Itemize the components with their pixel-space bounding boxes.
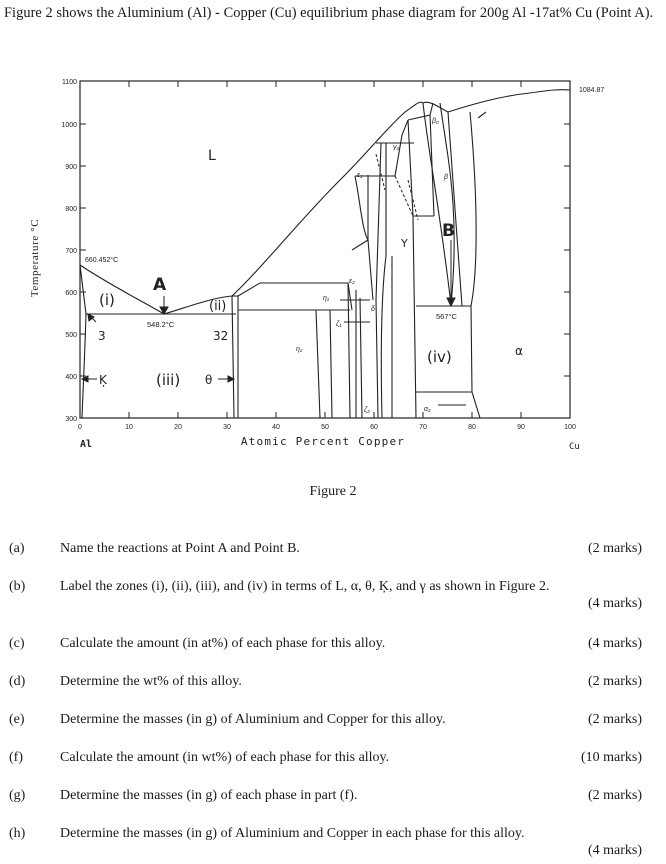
label-b-temperature: 567°C <box>436 312 457 321</box>
question-text: Determine the wt% of this alloy. <box>60 674 242 689</box>
question-marks: (2 marks) <box>587 788 642 803</box>
cu-melting-point-label: 1084.87 <box>579 87 605 94</box>
y-tick-label: 500 <box>65 332 77 339</box>
question-marks: (4 marks) <box>587 636 642 651</box>
question-marks: (2 marks) <box>587 541 642 556</box>
label-al-melting: 660.452°C <box>85 257 119 264</box>
label-eta2: η₂ <box>296 346 303 353</box>
question-text: Determine the masses (in g) of each phase in part (f). <box>60 788 358 803</box>
phase-diagram-figure <box>0 70 666 460</box>
label-beta: β <box>444 174 448 181</box>
label-theta: θ <box>205 373 213 387</box>
label-epsilon2: ε₂ <box>349 278 355 285</box>
phase-boundaries <box>80 90 570 418</box>
label-composition-3: 3 <box>98 329 106 343</box>
question-text: Label the zones (i), (ii), (iii), and (iv) in terms of L, α, θ, Ķ, and γ as shown in Figure 2. <box>60 579 550 594</box>
label-eta1: η₁ <box>323 295 330 302</box>
x-tick-label: 80 <box>468 424 476 431</box>
label-zone-i: (i) <box>99 291 115 309</box>
label-beta0: β₀ <box>432 118 439 125</box>
question-marks: (2 marks) <box>587 712 642 727</box>
small-phase-labels <box>296 118 448 414</box>
question-label: (e) <box>9 712 25 727</box>
label-zone-iii: (iii) <box>156 371 181 389</box>
y-tick-label: 900 <box>65 164 77 171</box>
annotation-arrows <box>82 240 455 382</box>
question-text: Calculate the amount (in wt%) of each phase for this alloy. <box>60 750 390 765</box>
x-tick-label: 40 <box>272 424 280 431</box>
intro-text: Figure 2 shows the Aluminium (Al) - Copper (Cu) equilibrium phase diagram for 200g Al -17at% Cu (Point A). <box>4 5 654 21</box>
y-tick-label: 800 <box>65 206 77 213</box>
label-kappa: Ķ <box>99 373 107 387</box>
question-marks: (4 marks) <box>587 596 642 611</box>
label-gamma0: γ₀ <box>393 144 400 151</box>
label-composition-32: 32 <box>213 329 229 343</box>
label-epsilon1: ε₁ <box>357 172 363 179</box>
y-tick-label: 400 <box>65 374 77 381</box>
x-tick-label: 100 <box>564 424 576 431</box>
x-tick-label: 0 <box>78 424 82 431</box>
x-tick-label: 30 <box>223 424 231 431</box>
label-a-temperature: 548.2°C <box>147 320 175 329</box>
phase-labels <box>85 148 523 389</box>
question-text: Determine the masses (in g) of Aluminium and Copper in each phase for this alloy. <box>60 826 525 841</box>
question-label: (d) <box>9 674 26 689</box>
y-tick-marks <box>80 81 570 418</box>
y-tick-label: 600 <box>65 290 77 297</box>
question-text: Calculate the amount (in at%) of each phase for this alloy. <box>60 636 386 651</box>
x-tick-label: 90 <box>517 424 525 431</box>
x-tick-label: 20 <box>174 424 182 431</box>
label-alpha: α <box>515 344 523 358</box>
question-label: (a) <box>9 541 25 556</box>
label-zeta1: ζ₁ <box>336 321 342 328</box>
question-text: Name the reactions at Point A and Point B. <box>60 541 300 556</box>
y-tick-label: 1100 <box>61 79 77 86</box>
x-left-label: Al <box>80 439 93 450</box>
x-tick-label: 50 <box>321 424 329 431</box>
question-label: (c) <box>9 636 25 651</box>
x-tick-label: 10 <box>125 424 133 431</box>
x-tick-label: 60 <box>370 424 378 431</box>
x-tick-label: 70 <box>419 424 427 431</box>
label-alpha2: α₂ <box>424 406 431 413</box>
plot-frame <box>80 81 570 418</box>
label-point-a: A <box>153 275 167 295</box>
label-liquid: L <box>208 148 216 164</box>
y-tick-label: 700 <box>65 248 77 255</box>
x-axis-title: Atomic Percent Copper <box>240 435 406 448</box>
question-label: (b) <box>9 579 26 594</box>
label-point-b: B <box>442 221 455 241</box>
question-marks: (10 marks) <box>580 750 642 765</box>
y-tick-label: 300 <box>65 416 77 423</box>
label-zone-ii: (ii) <box>209 299 227 314</box>
label-gamma: Y <box>401 237 408 250</box>
question-label: (f) <box>9 750 23 765</box>
question-text: Determine the masses (in g) of Aluminium and Copper for this alloy. <box>60 712 446 727</box>
question-marks: (4 marks) <box>587 843 642 858</box>
y-axis-title: Temperature °C <box>29 218 41 298</box>
phase-diagram-svg <box>0 70 666 460</box>
figure-caption: Figure 2 <box>309 484 357 499</box>
label-zeta2: ζ₂ <box>364 407 370 414</box>
x-right-label: Cu <box>569 442 580 452</box>
question-label: (h) <box>9 826 26 841</box>
question-label: (g) <box>9 788 26 803</box>
label-zone-iv: (iv) <box>427 348 452 366</box>
x-tick-marks <box>129 81 521 418</box>
x-tick-labels <box>78 424 576 431</box>
y-tick-labels <box>61 79 77 423</box>
question-marks: (2 marks) <box>587 674 642 689</box>
y-tick-label: 1000 <box>61 122 77 129</box>
label-delta: δ <box>371 306 375 313</box>
